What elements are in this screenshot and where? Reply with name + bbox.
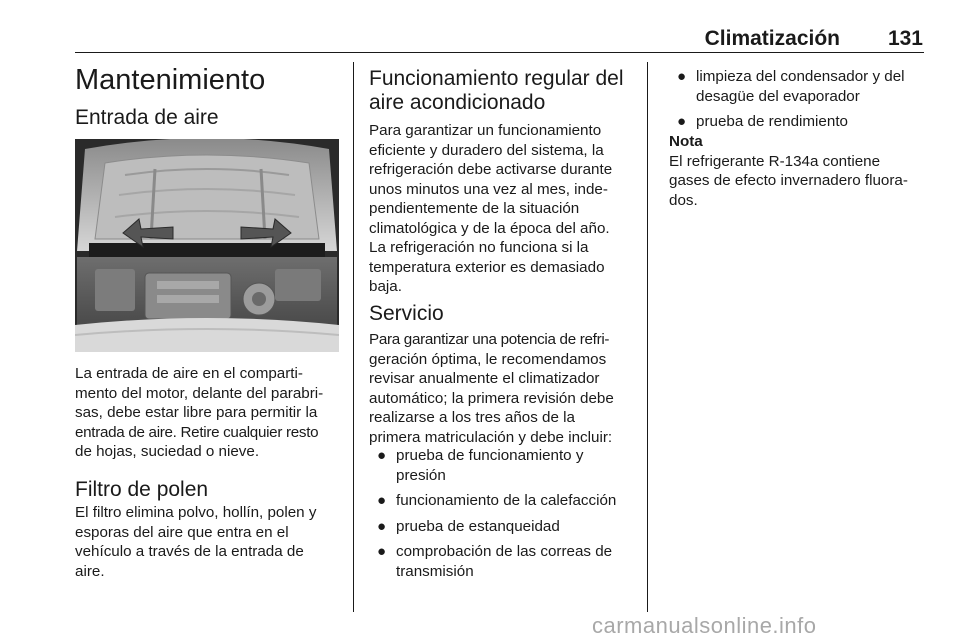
service-checklist-continued [669, 67, 931, 132]
section-heading-service: Servicio [369, 302, 444, 325]
service-checklist [369, 446, 639, 581]
text-line: prueba de rendimiento [696, 113, 848, 130]
text-line: prueba de estanqueidad [396, 517, 560, 535]
header-rule [75, 52, 924, 53]
column-divider-1 [353, 62, 354, 612]
text-line: transmisión [396, 562, 474, 580]
text-line: eficiente y duradero del sistema, la [369, 141, 604, 159]
text-line: climatológica y de la época del año. [369, 219, 610, 237]
text-line: primera matriculación y debe incluir: [369, 428, 613, 446]
text-line: aire. [75, 562, 105, 580]
text-line: geración óptima, le recomendamos [369, 350, 607, 368]
heading-line: aire acondicionado [369, 91, 546, 114]
text-line: prueba de funcionamiento y [396, 447, 584, 464]
bullet-icon: ● [377, 492, 387, 509]
text-line: dos. [669, 191, 698, 209]
text-line: temperatura exterior es demasiado [369, 258, 605, 276]
text-line: La entrada de aire en el comparti- [75, 365, 303, 382]
list-item [669, 112, 931, 132]
bullet-icon: ● [677, 113, 687, 130]
text-line: refrigeración debe activarse durante [369, 161, 613, 178]
bullet-icon: ● [377, 447, 387, 464]
text-line: desagüe del evaporador [696, 87, 860, 105]
text-line: vehículo a través de la entrada de [75, 543, 304, 560]
section-heading-pollen-filter: Filtro de polen [75, 478, 209, 501]
text-line: La refrigeración no funciona si la [369, 239, 589, 256]
page-number: 131 [887, 27, 923, 50]
section-heading-air-intake: Entrada de aire [75, 106, 219, 129]
text-line: gases de efecto invernadero fluora- [669, 172, 908, 189]
regular-operation-paragraph [369, 121, 639, 297]
text-line: mento del motor, delante del parabri- [75, 384, 324, 402]
list-item [369, 517, 639, 537]
text-line: presión [396, 466, 446, 484]
bullet-icon: ● [677, 68, 687, 85]
column-divider-2 [647, 62, 648, 612]
text-line: entrada de aire. Retire cualquier resto [75, 423, 319, 441]
chapter-title: Mantenimiento [75, 64, 266, 96]
note-box [669, 132, 931, 210]
list-item [369, 491, 639, 511]
text-line: pendientemente de la situación [369, 200, 580, 217]
service-paragraph [369, 330, 639, 447]
text-line: revisar anualmente el climatizador [369, 370, 600, 387]
running-header-title: Climatización [704, 27, 840, 50]
text-line: limpieza del condensador y del [696, 68, 905, 85]
text-line: comprobación de las correas de [396, 543, 613, 560]
text-line: El filtro elimina polvo, hollín, polen y [75, 504, 317, 521]
bullet-icon: ● [377, 517, 387, 535]
pollen-filter-paragraph [75, 503, 347, 581]
text-line: realizarse a los tres años de la [369, 409, 575, 426]
section-heading-regular-operation [369, 67, 639, 115]
text-line: El refrigerante R-134a contiene [669, 152, 881, 170]
list-item [669, 67, 931, 106]
text-line: sas, debe estar libre para permitir la [75, 404, 318, 421]
air-intake-paragraph [75, 364, 347, 462]
list-item [369, 446, 639, 485]
text-line: de hojas, suciedad o nieve. [75, 443, 260, 460]
text-line: unos minutos una vez al mes, inde- [369, 180, 608, 198]
text-line: Para garantizar una potencia de refri- [369, 331, 610, 348]
text-line: esporas del aire que entra en el [75, 523, 289, 541]
list-item [369, 542, 639, 581]
text-line: Para garantizar un funcionamiento [369, 122, 602, 139]
text-line: baja. [369, 278, 402, 295]
bullet-icon: ● [377, 543, 387, 560]
engine-compartment-illustration [75, 139, 339, 352]
note-label: Nota [669, 133, 703, 150]
heading-line: Funcionamiento regular del [369, 67, 624, 90]
text-line: funcionamiento de la calefacción [396, 492, 617, 509]
text-line: automático; la primera revisión debe [369, 389, 614, 407]
watermark: carmanualsonline.info [592, 613, 817, 638]
